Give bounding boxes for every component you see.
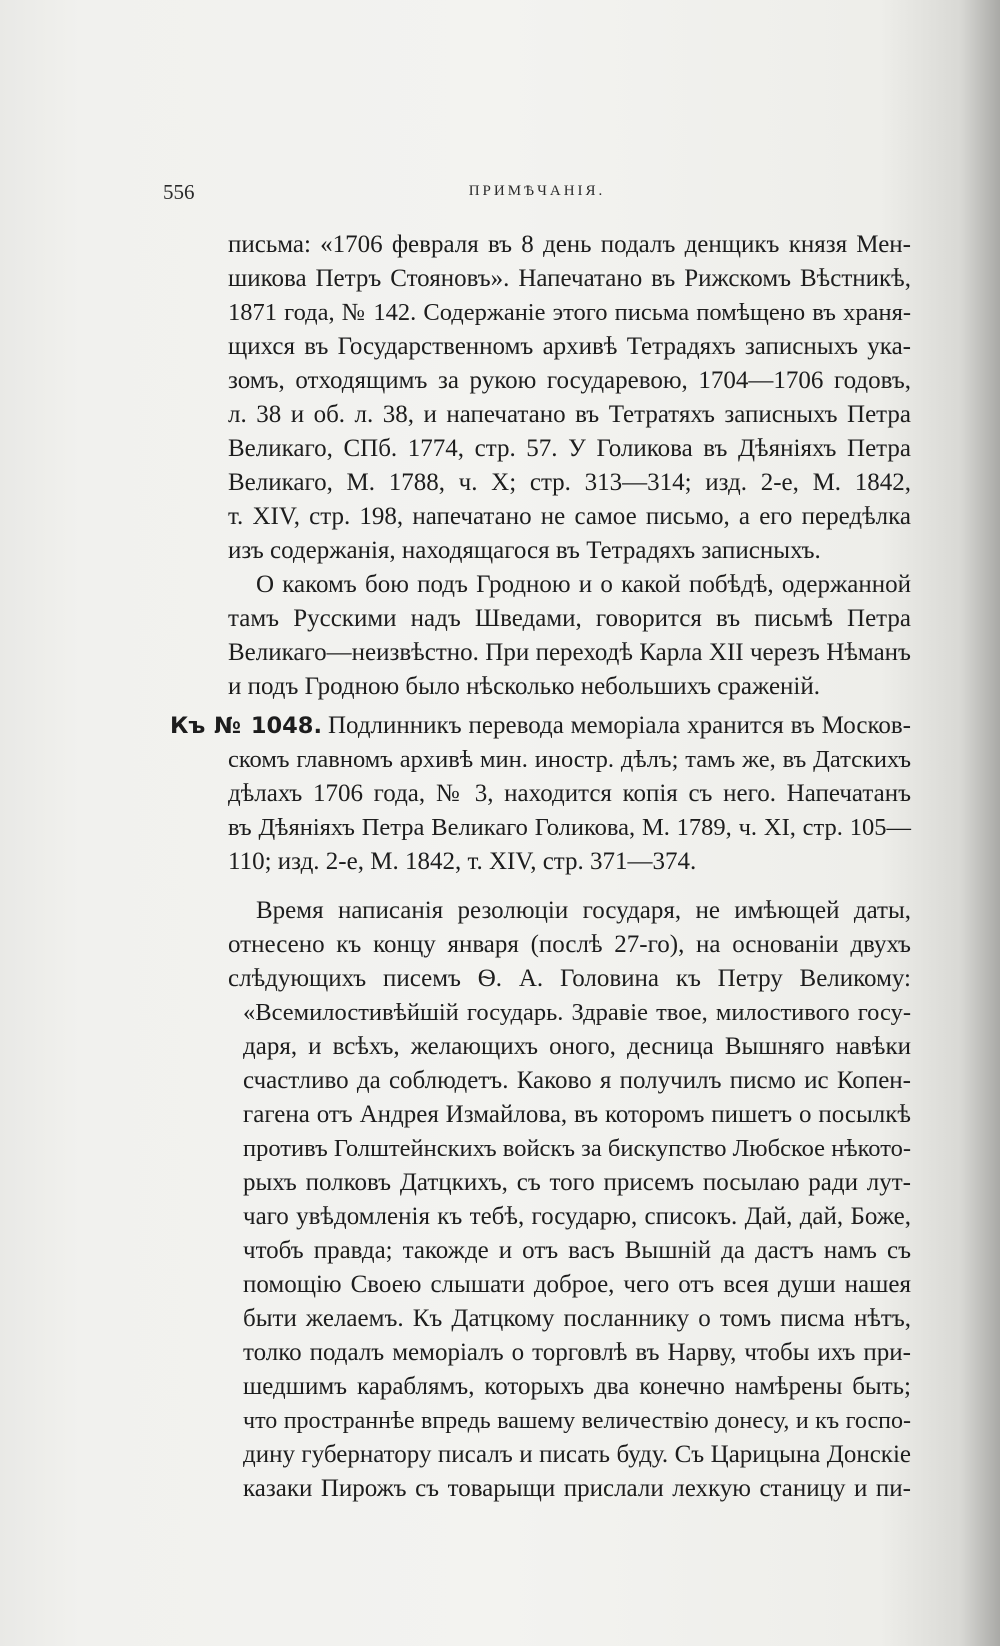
text-line: Подлинникъ перевода меморіала хранится въ Москов- <box>328 712 911 739</box>
text-line: дину губернатору писалъ и писать буду. Съ Царицына Донскіе <box>243 1441 911 1468</box>
text-line: т. XIV, стр. 198, напечатано не самое письмо, а его передѣлка <box>228 503 911 530</box>
text-line: тамъ Русскими надъ Шведами, говорится въ письмѣ Петра <box>228 605 911 632</box>
text-line: противъ Голштейнскихъ войскъ за бискупство Любское нѣкото- <box>243 1135 911 1162</box>
text-line: чаго увѣдомленія къ тебѣ, государю, списокъ. Дай, дай, Боже, <box>243 1203 911 1230</box>
text-line: и подъ Гродною было нѣсколько небольшихъ сраженій. <box>228 673 820 700</box>
text-line: въ Дѣяніяхъ Петра Великаго Голикова, М. 1789, ч. XI, стр. 105— <box>228 814 911 841</box>
text-line: слѣдующихъ писемъ Ѳ. А. Головина къ Петру Великому: <box>228 965 911 992</box>
text-line: щихся въ Государственномъ архивѣ Тетрадяхъ записныхъ ука- <box>228 333 911 360</box>
text-line: л. 38 и об. л. 38, и напечатано въ Тетратяхъ записныхъ Петра <box>228 401 911 428</box>
page-number: 556 <box>163 180 195 204</box>
section-heading: Къ № 1048. <box>170 713 322 739</box>
text-line: 1871 года, № 142. Содержаніе этого письма помѣщено въ храня- <box>228 299 911 326</box>
text-line: Великаго, М. 1788, ч. X; стр. 313—314; изд. 2-е, М. 1842, <box>228 469 911 496</box>
text-line: Великаго, СПб. 1774, стр. 57. У Голикова въ Дѣяніяхъ Петра <box>228 435 911 462</box>
text-line: чтобъ правда; такожде и отъ васъ Вышній да дастъ намъ съ <box>243 1237 911 1264</box>
text-line: гагена отъ Андрея Измайлова, въ которомъ пишетъ о посылкѣ <box>243 1101 911 1128</box>
text-line: дѣлахъ 1706 года, № 3, находится копія съ него. Напечатанъ <box>228 780 911 807</box>
text-line: Великаго—неизвѣстно. При переходѣ Карла XII черезъ Нѣманъ <box>228 639 911 666</box>
text-line: О какомъ бою подъ Гродною и о какой побѣдѣ, одержанной <box>256 571 911 598</box>
text-line: Время написанія резолюціи государя, не имѣющей даты, <box>256 897 911 924</box>
text-line: толко подалъ меморіалъ о торговлѣ въ Нарву, чтобы ихъ при- <box>243 1339 911 1366</box>
text-line: «Всемилостивѣйшій государь. Здравіе твое, милостивого госу- <box>243 999 911 1026</box>
text-line: казаки Пирожъ съ товарыщи прислали лехкую станицу и пи- <box>243 1475 911 1502</box>
text-line: помощію Своею слышати доброе, чего отъ всея души нашея <box>243 1271 911 1298</box>
text-line: письма: «1706 февраля въ 8 день подалъ денщикъ князя Мен- <box>228 231 911 258</box>
text-line: шикова Петръ Стояновъ». Напечатано въ Рижскомъ Вѣстникѣ, <box>228 265 911 292</box>
text-line: даря, и всѣхъ, желающихъ оного, десница Вышняго навѣки <box>243 1033 911 1060</box>
text-line: зомъ, отходящимъ за рукою государевою, 1704—1706 годовъ, <box>228 367 911 394</box>
text-line: шедшимъ караблямъ, которыхъ два конечно намѣрены быть; <box>243 1373 911 1400</box>
text-line: скомъ главномъ архивѣ мин. иностр. дѣлъ; тамъ же, въ Датскихъ <box>228 746 911 773</box>
text-line: рыхъ полковъ Датцкихъ, съ того присемъ посылаю ради лут- <box>243 1169 911 1196</box>
text-line: быти желаемъ. Къ Датцкому посланнику о томъ писма нѣтъ, <box>243 1305 911 1332</box>
text-line: отнесено къ концу января (послѣ 27-го), на основаніи двухъ <box>228 931 911 958</box>
text-line: что пространнѣе впредь вашему величествію донесу, и къ госпо- <box>243 1408 911 1434</box>
text-line: изъ содержанія, находящагося въ Тетрадяхъ записныхъ. <box>228 537 821 564</box>
running-title: ПРИМѢЧАНIЯ. <box>468 183 606 199</box>
running-header <box>163 180 911 206</box>
text-line: счастливо да соблюдетъ. Каково я получилъ писмо ис Копен- <box>243 1067 911 1094</box>
text-line: 110; изд. 2-е, М. 1842, т. XIV, стр. 371—374. <box>228 848 697 875</box>
